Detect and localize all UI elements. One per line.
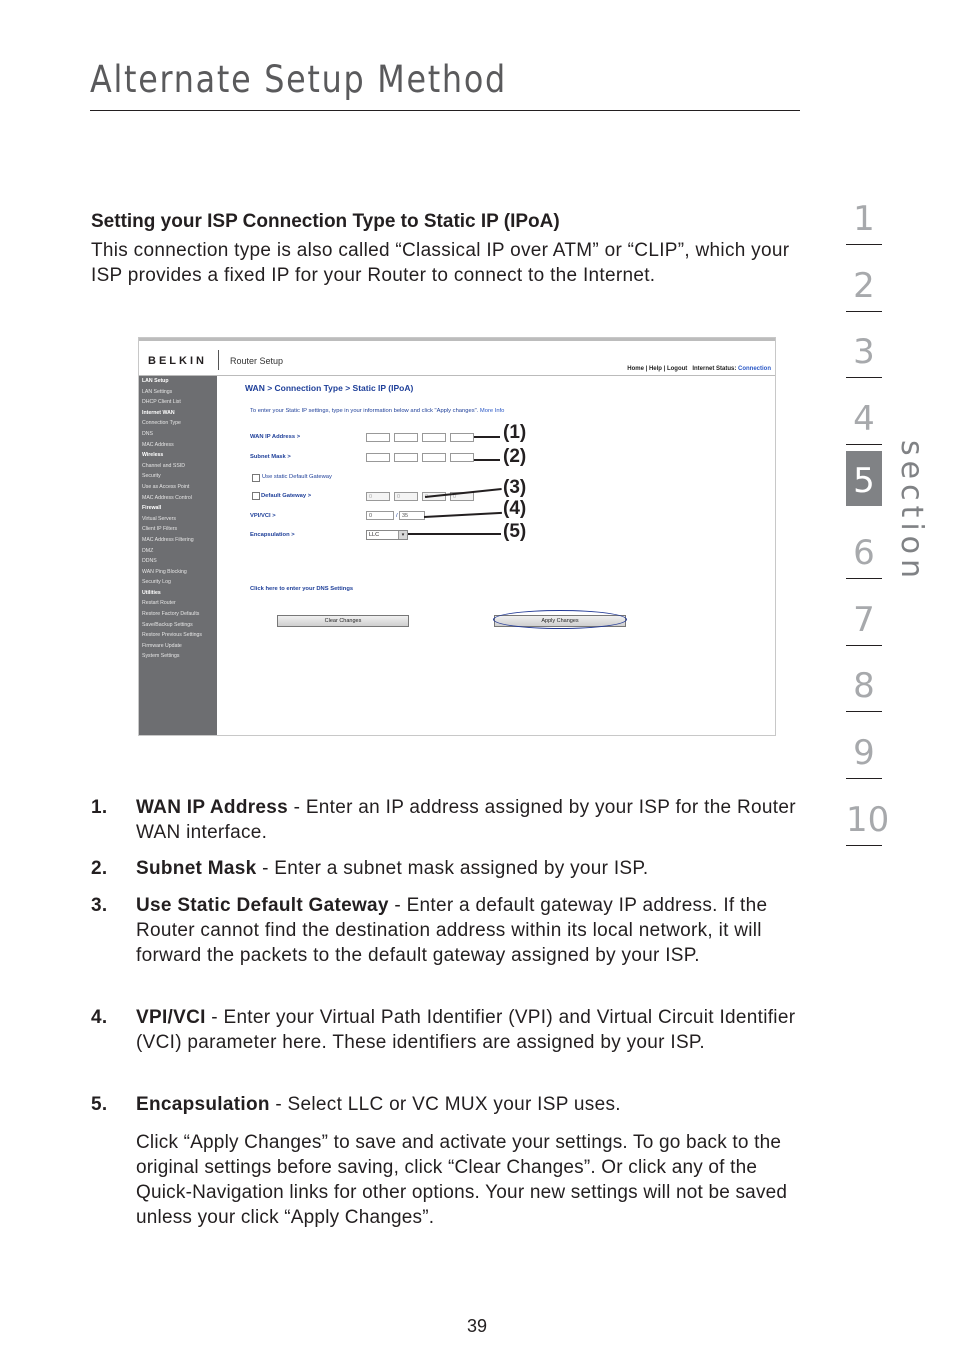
list-term: WAN IP Address xyxy=(136,797,289,818)
vci-input[interactable]: 35 xyxy=(399,511,425,520)
sidebar-item[interactable]: DMZ xyxy=(142,547,154,554)
gateway-octet-4[interactable]: 0 xyxy=(450,492,474,501)
breadcrumb: WAN > Connection Type > Static IP (IPoA) xyxy=(245,383,414,393)
sidebar-item[interactable]: Connection Type xyxy=(142,420,181,427)
subnet-octet-2[interactable] xyxy=(394,453,418,462)
list-term: Subnet Mask xyxy=(136,858,257,879)
section-nav-item-3[interactable]: 3 xyxy=(846,312,882,379)
wan-ip-octet-2[interactable] xyxy=(394,433,418,442)
title-rule xyxy=(90,110,800,111)
list-item-5: 5. Encapsulation - Select LLC or VC MUX your ISP uses. xyxy=(91,1094,621,1115)
encapsulation-select[interactable] xyxy=(366,530,408,540)
header-links[interactable] xyxy=(627,366,771,372)
sidebar-item[interactable]: Security xyxy=(142,473,161,480)
sidebar-item[interactable]: Firmware Update xyxy=(142,642,182,649)
sidebar-item[interactable]: LAN Settings xyxy=(142,388,173,395)
callout-line-2 xyxy=(474,459,500,461)
wan-ip-octet-1[interactable] xyxy=(366,433,390,442)
apply-changes-button[interactable]: Apply Changes xyxy=(494,615,626,627)
sidebar-item[interactable]: Restore Factory Defaults xyxy=(142,611,200,618)
dns-settings-link[interactable]: Click here to enter your DNS Settings xyxy=(250,586,354,592)
chevron-down-icon: ▾ xyxy=(398,531,407,539)
encapsulation-value: LLC xyxy=(369,532,380,538)
callout-2: (2) xyxy=(503,446,527,467)
sidebar-heading: Firewall xyxy=(142,505,162,512)
router-setup-screenshot xyxy=(138,337,776,736)
internet-status-label: Internet Status: xyxy=(692,366,737,372)
sidebar-item[interactable]: Save/Backup Settings xyxy=(142,621,193,628)
section-nav-item-8[interactable]: 8 xyxy=(846,646,882,713)
wan-ip-octet-3[interactable] xyxy=(422,433,446,442)
subnet-octet-4[interactable] xyxy=(450,453,474,462)
sidebar-item[interactable]: System Settings xyxy=(142,653,180,660)
sidebar-heading: Utilities xyxy=(142,589,161,596)
router-sidebar xyxy=(139,376,217,735)
list-item-4: 4. VPI/VCI - Enter your Virtual Path Identifier (VPI) and Virtual Circuit Identifier (VCI) parameter here. These identifiers are assigned by your ISP. xyxy=(91,1007,796,1053)
sidebar-item[interactable]: Channel and SSID xyxy=(142,462,185,469)
gateway-octet-2[interactable]: 0 xyxy=(394,492,418,501)
section-nav xyxy=(846,178,890,846)
callout-3: (3) xyxy=(503,477,527,498)
clear-changes-button[interactable]: Clear Changes xyxy=(277,615,409,627)
list-item-2: 2. Subnet Mask - Enter a subnet mask assigned by your ISP. xyxy=(91,858,649,879)
list-term: VPI/VCI xyxy=(136,1007,206,1028)
section-nav-item-5-active[interactable]: 5 xyxy=(846,445,882,512)
sidebar-heading: Wireless xyxy=(142,452,164,459)
section-heading: Setting your ISP Connection Type to Static IP (IPoA) xyxy=(91,211,560,232)
section-nav-item-9[interactable]: 9 xyxy=(846,712,882,779)
header-divider xyxy=(218,350,219,370)
subnet-mask-label: Subnet Mask > xyxy=(250,454,291,460)
sidebar-item[interactable]: Virtual Servers xyxy=(142,515,176,522)
list-item-1: 1. WAN IP Address - Enter an IP address assigned by your ISP for the Router WAN interface. xyxy=(91,797,796,843)
sidebar-item[interactable]: Use as Access Point xyxy=(142,483,190,490)
sidebar-item[interactable]: DHCP Client List xyxy=(142,399,181,406)
section-label: section xyxy=(894,440,929,584)
sidebar-item[interactable]: WAN Ping Blocking xyxy=(142,568,187,575)
list-term: Encapsulation xyxy=(136,1094,270,1115)
sidebar-item[interactable]: DDNS xyxy=(142,558,157,565)
instructions: To enter your Static IP settings, type in your information below and click "Apply changes". More Info xyxy=(250,408,505,414)
use-gateway-checkbox[interactable] xyxy=(252,474,260,482)
page-number: 39 xyxy=(466,1316,488,1336)
section-nav-item-1[interactable]: 1 xyxy=(846,178,882,245)
intro-paragraph: This connection type is also called “Classical IP over ATM” or “CLIP”, which your ISP provides a fixed IP for your Router to connect to the Internet. xyxy=(91,240,790,286)
section-nav-item-7[interactable]: 7 xyxy=(846,579,882,646)
sidebar-item[interactable]: Restart Router xyxy=(142,600,176,607)
sidebar-heading: Internet WAN xyxy=(142,409,175,416)
use-gateway-label: Use static Default Gateway xyxy=(262,474,332,480)
sidebar-heading: LAN Setup xyxy=(142,378,169,384)
belkin-logo: BELKIN xyxy=(148,355,207,367)
section-nav-item-2[interactable]: 2 xyxy=(846,245,882,312)
page-title: Alternate Setup Method xyxy=(90,58,507,101)
router-main-panel xyxy=(217,376,775,735)
sidebar-item[interactable]: MAC Address Control xyxy=(142,494,192,501)
vpi-input[interactable]: 0 xyxy=(366,511,394,520)
list-item-3: 3. Use Static Default Gateway - Enter a default gateway IP address. If the Router cannot find the destination address within its local network, it will forward the packets to the default gateway assigned by your ISP. xyxy=(91,895,768,966)
subnet-octet-3[interactable] xyxy=(422,453,446,462)
more-info-link[interactable]: More Info xyxy=(479,408,505,414)
gateway-checkbox[interactable] xyxy=(252,492,260,500)
home-help-logout-links[interactable]: Home | Help | Logout xyxy=(627,366,688,372)
callout-5: (5) xyxy=(503,521,527,542)
callout-line-1 xyxy=(474,436,500,438)
section-nav-item-10[interactable]: 10 xyxy=(846,779,882,846)
sidebar-item[interactable]: Restore Previous Settings xyxy=(142,632,202,639)
section-nav-item-6[interactable]: 6 xyxy=(846,512,882,579)
vpi-vci-separator: / xyxy=(396,513,398,519)
callout-4: (4) xyxy=(503,498,527,519)
sidebar-item[interactable]: Security Log xyxy=(142,579,171,586)
default-gateway-label: Default Gateway > xyxy=(261,493,312,499)
wan-ip-label: WAN IP Address > xyxy=(250,434,301,440)
encapsulation-label: Encapsulation > xyxy=(250,532,295,538)
sidebar-item[interactable]: DNS xyxy=(142,430,153,437)
apply-highlight-ellipse xyxy=(493,610,627,629)
sidebar-item[interactable]: MAC Address Filtering xyxy=(142,536,194,543)
callout-line-5 xyxy=(408,533,501,535)
router-setup-title: Router Setup xyxy=(230,356,284,366)
sidebar-item[interactable]: Client IP Filters xyxy=(142,526,178,533)
internet-status-value: Connection xyxy=(738,366,771,372)
wan-ip-octet-4[interactable] xyxy=(450,433,474,442)
gateway-octet-1[interactable]: 0 xyxy=(366,492,390,501)
list-term: Use Static Default Gateway xyxy=(136,895,389,916)
subnet-octet-1[interactable] xyxy=(366,453,390,462)
vpi-vci-label: VPI/VCI > xyxy=(250,513,276,519)
section-nav-item-4[interactable]: 4 xyxy=(846,378,882,445)
closing-paragraph: Click “Apply Changes” to save and activate your settings. To go back to the original settings before saving, click “Clear Changes”. Or click any of the Quick-Navigation links for other options. Your new settings will not be saved unless your click “Apply Changes”. xyxy=(136,1132,788,1228)
callout-1: (1) xyxy=(503,422,527,443)
router-header xyxy=(139,341,775,376)
sidebar-item[interactable]: MAC Address xyxy=(142,441,174,448)
